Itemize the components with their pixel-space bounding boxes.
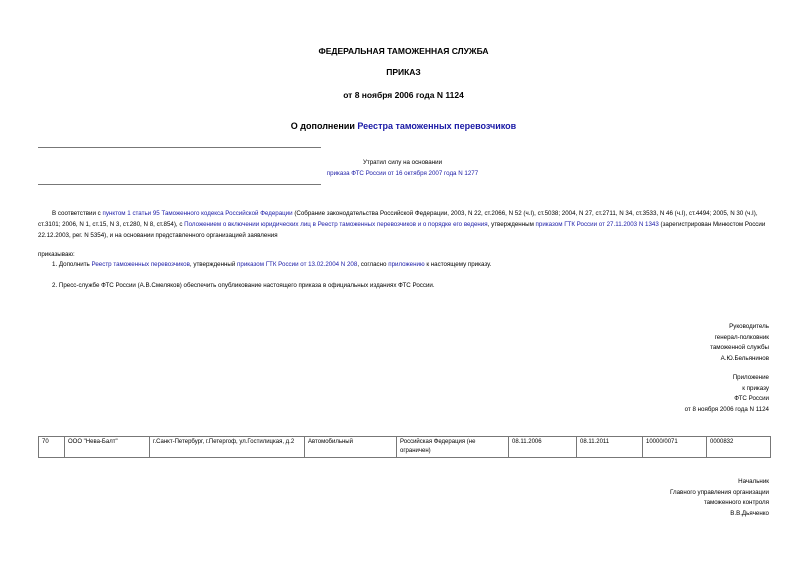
doc-subject [0, 121, 807, 131]
appendix-block [685, 373, 769, 415]
item-1 [38, 259, 770, 270]
footer-line: Главного управления организации [670, 488, 769, 496]
item-text: , утвержденный [189, 261, 238, 268]
appendix-link[interactable]: приложению [388, 261, 425, 268]
appendix-line: ФТС России [734, 395, 769, 402]
gtk-order-1343-link[interactable]: приказом ГТК России от 27.11.2003 N 1343 [535, 221, 659, 228]
footer-line: В.В.Дьяченко [730, 509, 769, 517]
regulation-link[interactable]: Положением о включении юридических лиц в Реестр таможенных перевозчиков и о порядке его ведения [184, 221, 488, 228]
divider-top [38, 147, 321, 148]
appendix-line: к приказу [742, 384, 769, 392]
signature-block [710, 322, 769, 364]
footer-line: Начальник [738, 478, 769, 485]
preamble-text: , утвержденным [487, 221, 536, 228]
preamble [38, 208, 770, 241]
preamble-text: (зарегистрирован Минюстом России 22.12.2003, рег. N 5354), и на основании представленного организацией заявления [38, 221, 766, 239]
preamble-text: (Собрание законодательства Российской Федерации, 2003, N 22, ст.2066, N 52 (ч.I), ст.5038; 2004, N 27, ст.2711, N 34, ст.3533, N 46 (ч.I), ст.4494; 2005, N 30 (ч.I), ст.3101; 2006, N 1, ст.15, N 3, ст.280, N 8, ст.854), с [38, 210, 758, 228]
status-link-wrap [290, 168, 515, 179]
divider-bottom [38, 184, 321, 185]
customs-code-link[interactable]: пунктом 1 статьи 95 Таможенного кодекса Российской Федерации [102, 210, 293, 217]
org-name: ФЕДЕРАЛЬНАЯ ТАМОЖЕННАЯ СЛУЖБА [318, 46, 489, 56]
signature-line: генерал-полковник [714, 333, 769, 341]
item-text: 1. Дополнить [52, 261, 92, 268]
doc-date: от 8 ноября 2006 года N 1124 [343, 90, 464, 100]
item-text: к настоящему приказу. [424, 261, 492, 268]
order-word: приказываю: [38, 251, 75, 258]
signature-line: таможенной службы [710, 344, 769, 351]
registry-link[interactable]: Реестра таможенных перевозчиков [357, 121, 517, 131]
gtk-order-208-link[interactable]: приказом ГТК России от 13.02.2004 N 208 [237, 261, 358, 268]
footer-signature [670, 477, 769, 519]
appendix-line: от 8 ноября 2006 года N 1124 [684, 405, 769, 413]
subject-prefix: О дополнении [290, 121, 358, 131]
signature-line: Руководитель [729, 323, 769, 330]
item-text: , согласно [357, 261, 389, 268]
repeal-order-link[interactable]: приказа ФТС России от 16 октября 2007 года N 1277 [326, 170, 479, 177]
cell-company: ООО "Нева-Балт" [65, 437, 150, 458]
cell-territory: Российская Федерация (не ограничен) [397, 437, 509, 458]
cell-transport: Автомобильный [305, 437, 397, 458]
appendix-line: Приложение [732, 374, 769, 381]
signature-line: А.Ю.Бельянинов [720, 354, 769, 362]
footer-line: таможенного контроля [703, 499, 769, 506]
item-2: 2. Пресс-службе ФТС России (А.В.Смеляков) обеспечить опубликование настоящего приказа в официальных изданиях ФТС России. [52, 282, 435, 289]
cell-reg-number: 10000/0071 [643, 437, 707, 458]
status-line: Утратил силу на основании [362, 159, 443, 166]
table-row [39, 437, 771, 458]
cell-date-from: 08.11.2006 [509, 437, 577, 458]
cell-number: 70 [39, 437, 65, 458]
registry-table [38, 436, 771, 458]
preamble-text: В соответствии с [52, 210, 103, 217]
cell-address: г.Санкт-Петербург, г.Петергоф, ул.Гостилицкая, д.2 [150, 437, 305, 458]
cell-cert-number: 0000832 [707, 437, 771, 458]
cell-date-to: 08.11.2011 [577, 437, 643, 458]
doc-type: ПРИКАЗ [386, 67, 421, 77]
registry-link-2[interactable]: Реестр таможенных перевозчиков [91, 261, 190, 268]
